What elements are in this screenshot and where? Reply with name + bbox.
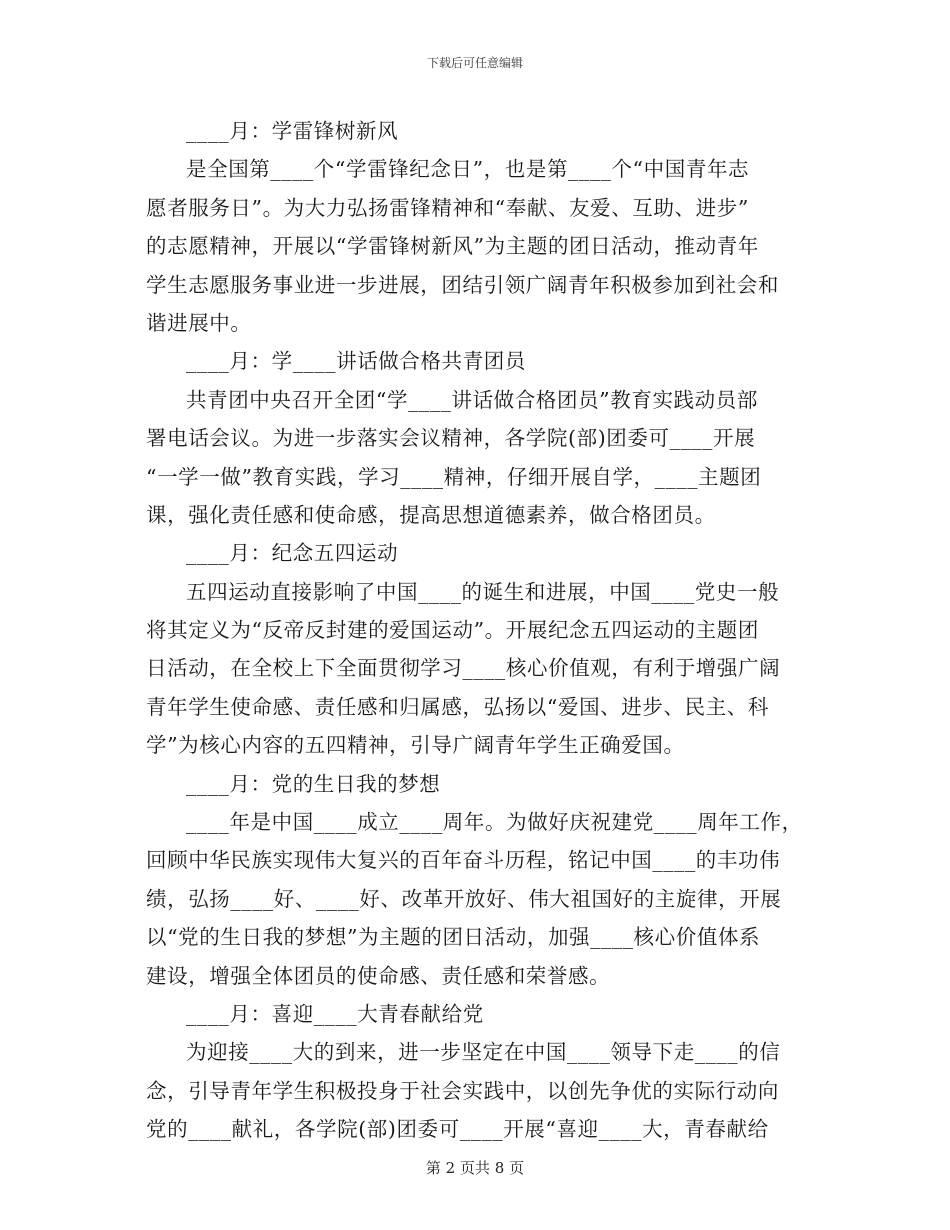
section-heading: ____月：党的生日我的梦想 [186,771,441,796]
paragraph-line: 愿者服务日”。为大力弘扬雷锋精神和“奉献、友爱、互助、进步” [146,195,749,220]
paragraph-line: 署电话会议。为进一步落实会议精神，各学院(部)团委可____开展 [146,426,756,451]
paragraph-line: 党的____献礼，各学院(部)团委可____开展“喜迎____大，青春献给 [146,1117,769,1142]
paragraph-line: 五四运动直接影响了中国____的诞生和进展，中国____党史一般 [186,579,780,604]
paragraph-line: “一学一做”教育实践，学习____精神，仔细开展自学，____主题团 [146,464,762,489]
paragraph-line: 日活动，在全校上下全面贯彻学习____核心价值观，有利于增强广阔 [146,656,781,681]
page-footer: 第 2 页共 8 页 [425,1159,525,1177]
paragraph-line: 共青团中央召开全团“学____讲话做合格团员”教育实践动员部 [186,387,758,412]
paragraph-line: 将其定义为“反帝反封建的爱国运动”。开展纪念五四运动的主题团 [146,618,759,643]
paragraph-line: 课，强化责任感和使命感，提高思想道德素养，做合格团员。 [146,502,716,527]
section-heading: ____月：喜迎____大青春献给党 [186,1001,484,1026]
paragraph-line: 回顾中华民族实现伟大复兴的百年奋斗历程，铭记中国____的丰功伟 [146,848,781,873]
paragraph-line: 的志愿精神，开展以“学雷锋树新风”为主题的团日活动，推动青年 [146,234,759,259]
page-header: 下载后可任意编辑 [426,56,523,70]
section-heading: ____月：学____讲话做合格共青团员 [186,349,526,374]
paragraph-line: 以“党的生日我的梦想”为主题的团日活动，加强____核心价值体系 [146,925,761,950]
paragraph-line: 是全国第____个“学雷锋纪念日”，也是第____个“中国青年志 [186,157,750,182]
paragraph-line: 学”为核心内容的五四精神，引导广阔青年学生正确爱国。 [146,733,685,758]
paragraph-line: 建设，增强全体团员的使命感、责任感和荣誉感。 [146,963,611,988]
paragraph-line: 绩，弘扬____好、____好、改革开放好、伟大祖国好的主旋律，开展 [146,886,782,911]
paragraph-line: 学生志愿服务事业进一步进展，团结引领广阔青年积极参加到社会和 [146,272,779,297]
section-heading: ____月：学雷锋树新风 [186,119,399,143]
paragraph-line: 谐进展中。 [146,310,252,335]
document-body [146,112,810,1149]
paragraph-line: 为迎接____大的到来，进一步坚定在中国____领导下走____的信 [186,1040,781,1065]
section-heading: ____月：纪念五四运动 [186,541,399,566]
paragraph-line: ____年是中国____成立____周年。为做好庆祝建党____周年工作， [186,810,803,835]
paragraph-line: 青年学生使命感、责任感和归属感，弘扬以“爱国、进步、民主、科 [146,694,769,719]
paragraph-line: 念，引导青年学生积极投身于社会实践中，以创先争优的实际行动向 [146,1078,779,1103]
